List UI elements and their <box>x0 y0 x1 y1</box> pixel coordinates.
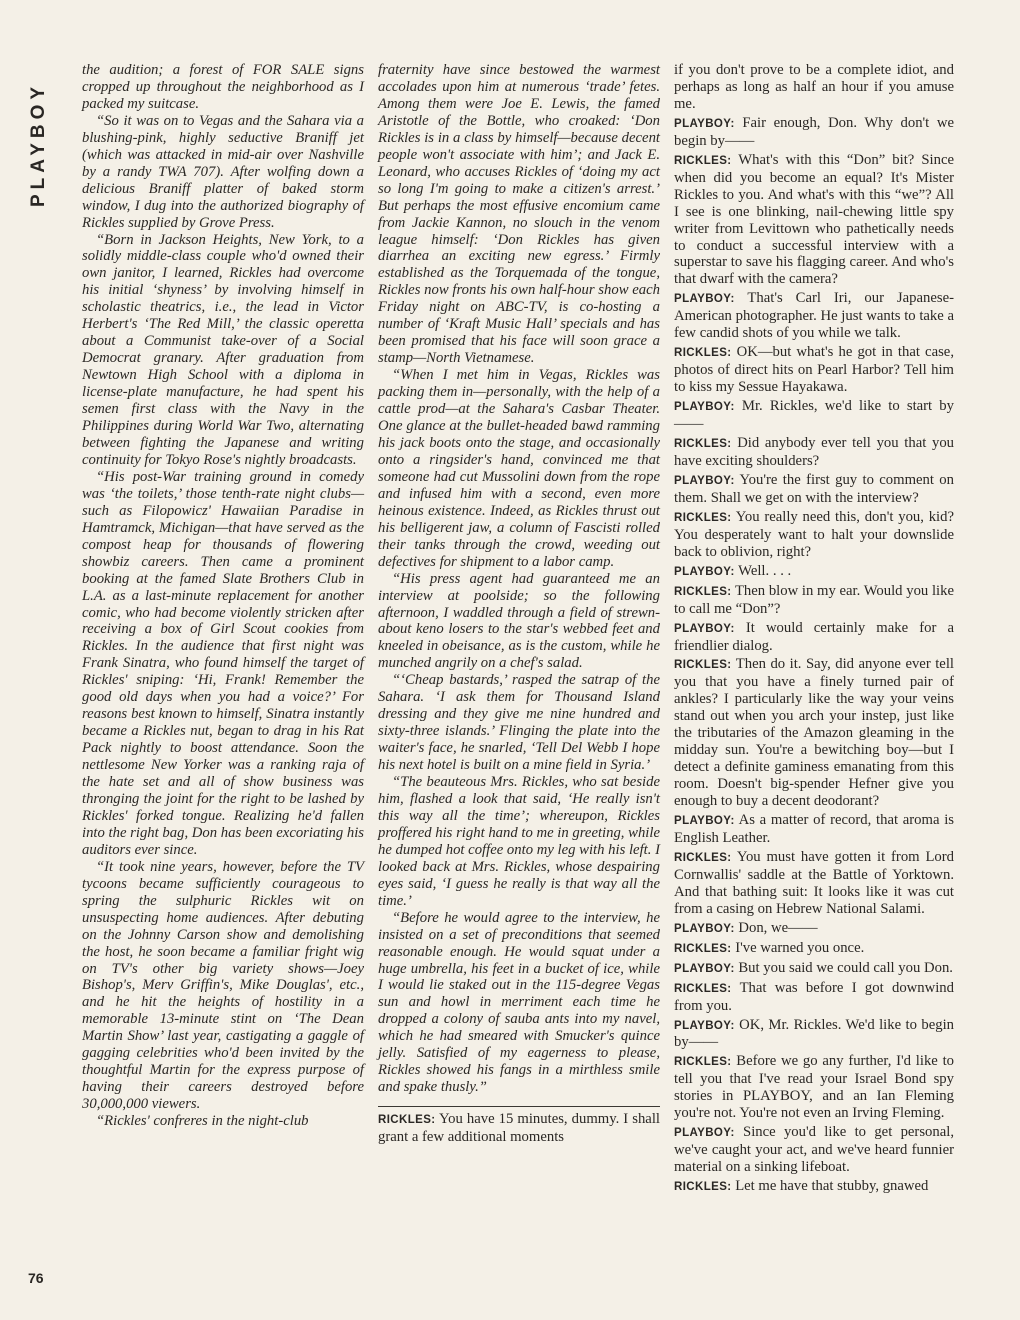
article-paragraph: the audition; a forest of FOR SALE signs cropped up throughout the neighborhood as I packed my suitcase. <box>82 62 364 112</box>
speaker-label: RICKLES: <box>674 659 732 672</box>
article-paragraph: “Born in Jackson Heights, New York, to a solidly middle-class couple who'd owned their own janitor, I learned, Rickles had overcome his initial ‘shyness’ by involving himself in scholastic theatrics, i.e., the lead in Victor Herbert's ‘The Red Mill,’ the classic operetta about a Communist take-over of a Social Democrat granary. After graduation from Newtown High School with a diploma in license-plate manufacture, he had spent his semen first class with the Navy in the Philippines during World War Two, alternating between fighting the Japanese and writing continuity for Tokyo Rose's nightly broadcasts. <box>82 231 364 468</box>
article-paragraph: “Rickles' confreres in the night-club <box>96 1113 309 1130</box>
dialog-text: As a matter of record, that aroma is English Leather. <box>674 812 954 846</box>
speaker-label: RICKLES: <box>674 438 732 451</box>
dialog-line <box>674 1017 954 1052</box>
speaker-label: RICKLES: <box>674 851 732 864</box>
dialog-text: Then do it. Say, did anyone ever tell you that you have a finely turned pair of ankles? I particularly like the way your veins stand out when you arch your instep, just like the tributaries of the Amazon gleaming in the midday sun. You're a bewitching boy—but I detect a definite gaminess emanating from this room. Doesn't big-spender Hefner give you enough to buy a decent deodorant? <box>674 656 954 810</box>
interview-column-3 <box>674 62 954 1198</box>
dialog-line <box>674 583 954 618</box>
speaker-label: RICKLES: <box>674 1181 732 1194</box>
dialog-text: But you said we could call you Don. <box>738 959 953 976</box>
column-divider-rule <box>378 1106 660 1107</box>
speaker-label: PLAYBOY: <box>674 401 735 414</box>
speaker-label: PLAYBOY: <box>674 474 735 487</box>
speaker-label: RICKLES: <box>674 942 732 955</box>
speaker-label: PLAYBOY: <box>674 962 735 975</box>
dialog-text: You must have gotten it from Lord Cornwallis' saddle at the Battle of Yorktown. And that bathing suit: It looks like it was cut from a casing on Hebrew National Salami. <box>674 848 954 917</box>
article-paragraph: “His press agent had guaranteed me an interview at poolside; so the following afternoon, I waddled through a field of strewn-about keno losers to the star's webbed feet and kneeled in obeisance, as is the custom, while he munched angrily on a chef's salad. <box>378 570 660 672</box>
article-column-2 <box>378 62 660 1146</box>
speaker-label: PLAYBOY: <box>674 293 735 306</box>
playboy-vertical-masthead <box>24 66 54 326</box>
page-number: 76 <box>28 1270 44 1286</box>
dialog-line <box>674 472 954 507</box>
dialog-line <box>674 1053 954 1122</box>
speaker-label: PLAYBOY: <box>674 622 735 635</box>
dialog-line <box>674 563 954 581</box>
dialog-text: I've warned you once. <box>735 939 865 956</box>
speaker-label: RICKLES: <box>674 154 732 167</box>
article-paragraph: “The beauteous Mrs. Rickles, who sat beside him, flashed a look that said, ‘He really isn't this way all the time’; whereupon, Rickles proffered his right hand to me in greeting, while he dumped hot coffee onto my leg with his left. I looked back at Mrs. Rickles, whose despairing eyes said, ‘I guess he really is that way all the time.’ <box>378 774 660 909</box>
article-paragraph: “Before he would agree to the interview, he insisted on a set of preconditions that seemed reasonable enough. He would squat under a huge umbrella, his feet in a bucket of ice, while I would lie staked out in the 115-degree Vegas sun and howl in merriment each time he dropped a colony of sauba ants into my navel, which he had smeared with Smucker's quince jelly. Satisfied of my eagerness to please, Rickles showed his fangs in a mirthless smile and spake thusly.” <box>378 909 660 1096</box>
dialog-text: What's with this “Don” bit? Since when did you become an equal? It's Mister Rickles to you. And what's with this “we”? All I see is one blinking, nail-chewing little spy writer from Levittown who pathetically needs to conduct a successful interview with a superstar to save his flagging career. And who's that dwarf with the camera? <box>674 151 954 288</box>
speaker-label: PLAYBOY: <box>674 117 735 130</box>
article-paragraph: “‘Cheap bastards,’ rasped the satrap of the Sahara. ‘I ask them for Thousand Island dressing and they give me nine hundred and sixty-three islands.’ Flinging the plate into the waiter's face, he snarled, ‘Tell Del Webb I hope his next hotel is built on a mine field in Syria.’ <box>378 672 660 774</box>
dialog-line <box>674 920 954 938</box>
speaker-label: PLAYBOY: <box>674 565 735 578</box>
article-paragraph: “His post-War training ground in comedy was ‘the toilets,’ those tenth-rate night clubs—such as Filopowicz' Hawaiian Paradise in Hamtramck, Michigan—that have served as the compost heap for thousands of flowering showbiz careers. Then came a prominent booking at the famed Slate Brothers Club in L.A. as a last-minute replacement for another comic, who had become violently stricken after receiving a box of Girl Scout cookies from Rickles. In the audience that first night was Frank Sinatra, who found himself the target of Rickles' sniping: ‘Hi, Frank! Remember the good old days when you had a voice?’ For reasons best known to himself, Sinatra instantly became a Rickles nut, began to drag in his Rat Pack nightly to boost attendance. Soon the nettlesome New Yorker was a ranking raja of the hate set and all of show business was thronging the joint for the right to be lashed by Rickles' forked tongue. Realizing he'd fallen into the right bag, Don has been excoriating his auditors ever since. <box>82 468 364 858</box>
speaker-label: RICKLES: <box>378 1114 436 1127</box>
dialog-line <box>674 62 954 113</box>
dialog-line <box>674 1178 954 1196</box>
dialog-text: Don, we—— <box>738 919 818 936</box>
article-paragraph: “It took nine years, however, before the TV tycoons became sufficiently courageous to spring the sulphuric Rickles wit on unsuspecting home audiences. After debuting on the Johnny Carson show and demolishing the host, he soon became a familiar fright wig on TV's other big variety shows—Joey Bishop's, Merv Griffin's, Mike Douglas', etc., and he hit the heights of hostility in a memorable 13-minute stint on ‘The Dean Martin Show’ last year, castigating a gaggle of gagging celebrities who'd been invited by the thoughtful Martin for the express purpose of having their careers destroyed before 30,000,000 viewers. <box>82 858 364 1113</box>
dialog-text: That was before I got downwind from you. <box>674 979 954 1014</box>
article-paragraph: “So it was on to Vegas and the Sahara via a blushing-pink, highly seductive Braniff jet (which was attacked in mid-air over Nashville by a randy TWA 707). After wolfing down a delicious Braniff platter of baked storm window, I dug into the authorized biography of Rickles supplied by Grove Press. <box>82 112 364 231</box>
dialog-line <box>674 115 954 150</box>
dialog-line <box>378 1111 660 1146</box>
dialog-line <box>674 849 954 918</box>
dialog-text: Then blow in my ear. Would you like to call me “Don”? <box>674 582 954 617</box>
speaker-label: RICKLES: <box>674 982 732 995</box>
dialog-line <box>674 620 954 655</box>
speaker-label: PLAYBOY: <box>674 922 735 935</box>
dialog-line <box>674 290 954 342</box>
masthead-text: PLAYBOY <box>28 81 49 207</box>
dialog-text: Did anybody ever tell you that you have exciting shoulders? <box>674 435 955 469</box>
dialog-text: Since you'd like to get personal, we've caught your act, and we've heard funnier material on a sinking lifeboat. <box>674 1124 955 1176</box>
dialog-text: Fair enough, Don. Why don't we begin by—— <box>674 114 954 149</box>
speaker-label: RICKLES: <box>674 585 732 598</box>
dialog-line <box>674 1124 954 1176</box>
dialog-text: Before we go any further, I'd like to tell you that I've read your Israel Bond spy stories in PLAYBOY, and an Ian Fleming you're not. You're not even an Irving Fleming. <box>674 1053 954 1122</box>
speaker-label: RICKLES: <box>674 511 732 524</box>
dialog-line <box>674 980 954 1015</box>
dialog-line <box>674 960 954 978</box>
speaker-label: PLAYBOY: <box>674 1019 735 1032</box>
speaker-label: PLAYBOY: <box>674 1127 735 1140</box>
article-paragraph: “When I met him in Vegas, Rickles was packing them in—personally, with the help of a cattle prod—at the Sahara's Casbar Theater. One glance at the bullet-headed bawd ramming his jack boots onto the stage, and occasionally onto a ringsider's hand, convinced me that someone had cut Mussolini down from the rope and infused him with a second, even more heinous existence. Indeed, as Rickles thrust out his belligerent jaw, a column of Fascisti rolled their tanks through the crowd, weeding out defectives for shipment to a labor camp. <box>378 367 660 570</box>
article-column-1 <box>82 62 364 1130</box>
dialog-line <box>674 812 954 847</box>
dialog-text: Well. . . . <box>738 562 792 579</box>
dialog-line <box>674 656 954 810</box>
dialog-text: You have 15 minutes, dummy. I shall grant a few additional moments <box>378 1111 660 1146</box>
dialog-text: Let me have that stubby, gnawed <box>735 1178 929 1195</box>
speaker-label: RICKLES: <box>674 1056 732 1069</box>
dialog-text: Mr. Rickles, we'd like to start by—— <box>674 398 954 433</box>
speaker-label: RICKLES: <box>674 347 732 360</box>
dialog-line <box>674 152 954 289</box>
dialog-line <box>674 435 954 470</box>
dialog-text: OK, Mr. Rickles. We'd like to begin by—— <box>674 1016 954 1051</box>
dialog-text: OK—but what's he got in that case, photos of direct hits on Pearl Harbor? Tell him to kiss my Sessue Hayakawa. <box>674 344 954 396</box>
dialog-text: It would certainly make for a friendlier dialog. <box>674 619 954 654</box>
dialog-line <box>674 344 954 396</box>
article-paragraph: fraternity have since bestowed the warmest accolades upon him at numerous ‘trade’ fetes. Among them were Joe E. Lewis, the famed Aristotle of the Bottle, who croaked: ‘Don Rickles is in a class by himself—because decent people won't associate with him’; and Jack E. Leonard, who accuses Rickles of ‘doing my act so long I'm going to make a citizen's arrest.’ But perhaps the most effusive encomium came from Jackie Kannon, no slouch in the venom league himself: ‘Don Rickles has given diarrhea an exciting new egress.’ Firmly established as the Torquemada of the tongue, Rickles now fronts his own half-hour show each Friday night on ABC-TV, is co-hosting a number of ‘Kraft Music Hall’ specials and has been promised that his face will soon grace a stamp—North Vietnamese. <box>378 62 660 367</box>
dialog-line <box>674 940 954 958</box>
speaker-label: PLAYBOY: <box>674 815 735 828</box>
dialog-text: You really need this, don't you, kid? You desperately want to halt your downslide back to oblivion, right? <box>674 508 954 560</box>
dialog-line <box>674 398 954 433</box>
dialog-text: You're the first guy to comment on them. Shall we get on with the interview? <box>674 471 954 506</box>
dialog-line <box>674 509 954 561</box>
dialog-text: That's Carl Iri, our Japanese-American photographer. He just wants to take a few candid shots of you while we talk. <box>674 290 954 342</box>
dialog-text: if you don't prove to be a complete idiot, and perhaps as long as half an hour if you amuse me. <box>674 62 954 112</box>
